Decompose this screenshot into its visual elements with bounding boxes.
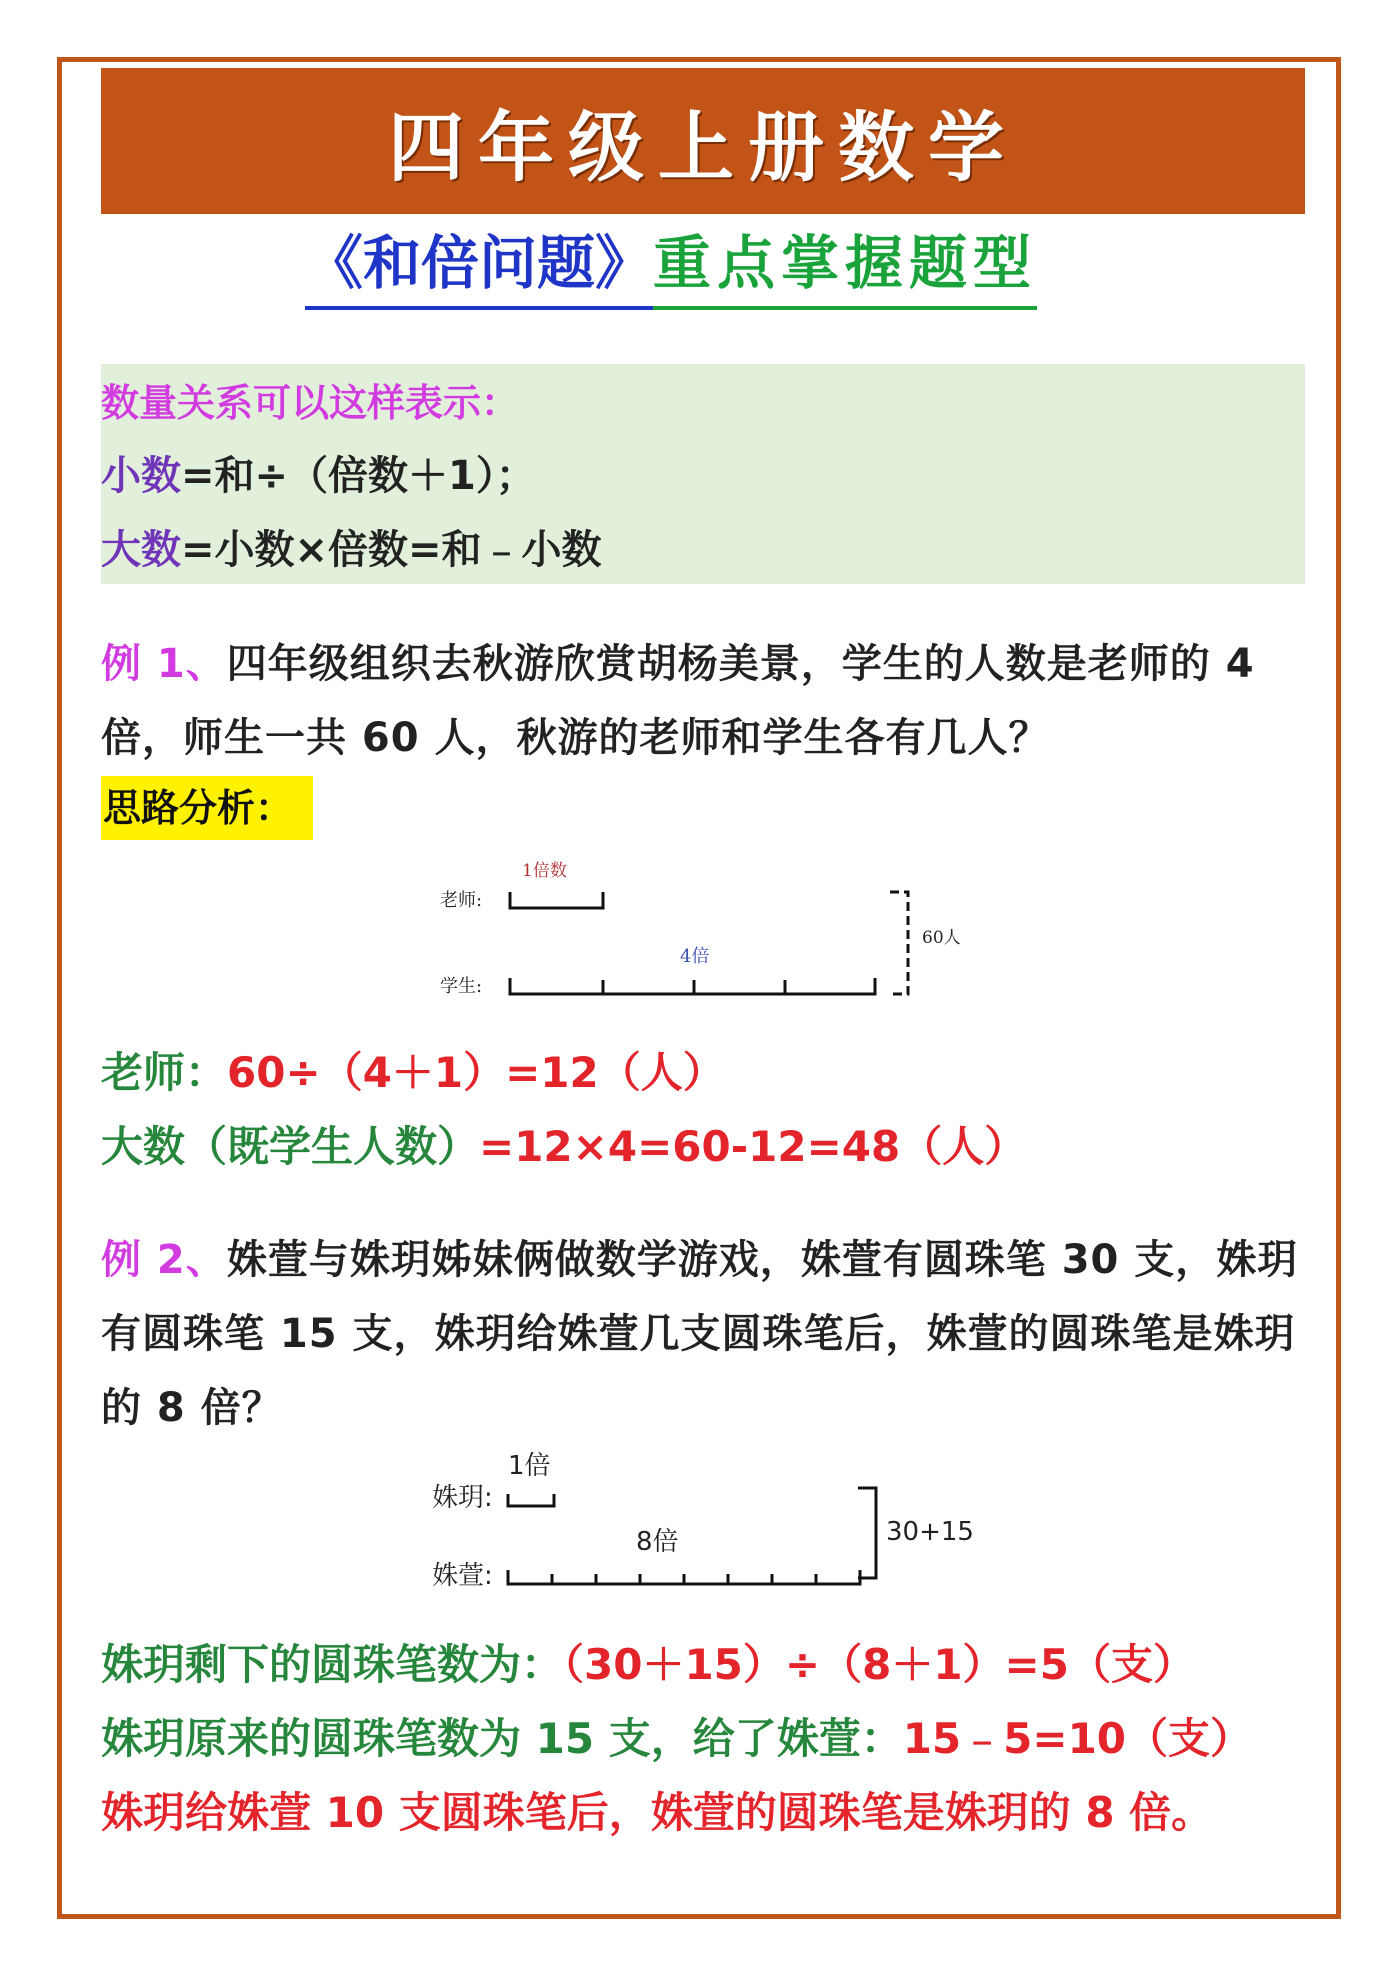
ex1-student-segment xyxy=(510,978,875,994)
example1-answer1 xyxy=(101,1040,725,1100)
formula-big-label: 大数 xyxy=(101,527,181,573)
example2-answer2-value: 15﹣5=10（支） xyxy=(902,1714,1253,1763)
formula-small-label: 小数 xyxy=(101,453,181,499)
example1-diagram xyxy=(420,850,980,1010)
ex2-xuan-label: 姝萱: xyxy=(432,1561,493,1591)
example1-question-line1 xyxy=(101,632,1255,689)
formula-big xyxy=(101,518,602,575)
example2-answer1-value: （30＋15）÷（8＋1）=5（支） xyxy=(563,1640,1195,1689)
example1-label: 例 1、 xyxy=(101,641,227,687)
ex2-unit-label: 1倍 xyxy=(508,1451,551,1481)
example2-diagram xyxy=(420,1440,980,1610)
ex2-times-label: 8倍 xyxy=(636,1527,679,1557)
ex2-total-label: 30+15 xyxy=(886,1517,974,1547)
formula-small-expr: =和÷（倍数＋1）； xyxy=(181,453,536,499)
example1-answer1-value: 60÷（4＋1）=12（人） xyxy=(227,1048,725,1097)
example2-text1: 姝萱与姝玥姊妹俩做数学游戏，姝萱有圆珠笔 30 支，姝玥 xyxy=(226,1237,1299,1283)
example1-answer1-label: 老师： xyxy=(101,1048,228,1097)
formula-small xyxy=(101,444,536,501)
ex1-teacher-segment xyxy=(510,892,603,908)
page-title: 四年级上册数学 xyxy=(388,102,1018,192)
example2-question-line2: 有圆珠笔 15 支，姝玥给姝萱几支圆珠笔后，姝萱的圆珠笔是姝玥 xyxy=(101,1311,1296,1357)
analysis-label: 思路分析： xyxy=(101,776,313,840)
ex2-xuan-segment xyxy=(508,1570,860,1584)
example1-answer2 xyxy=(101,1114,1026,1174)
example2-question-line1 xyxy=(101,1228,1298,1285)
example2-answer1 xyxy=(101,1632,1195,1692)
example1-answer2-label: 大数（既学生人数） xyxy=(101,1122,480,1171)
ex2-yue-segment xyxy=(508,1494,554,1506)
example2-answer2 xyxy=(101,1706,1252,1766)
example2-answer2-label: 姝玥原来的圆珠笔数为 15 支，给了姝萱： xyxy=(101,1714,903,1763)
example1-answer2-value: =12×4=60-12=48（人） xyxy=(479,1122,1027,1171)
example2-question-line3: 的 8 倍？ xyxy=(101,1385,283,1431)
ex1-student-label: 学生: xyxy=(440,976,483,997)
subtitle-topic: 《和倍问题》 xyxy=(305,222,653,310)
ex1-teacher-label: 老师: xyxy=(440,890,483,911)
ex1-total-bracket xyxy=(890,892,908,994)
example1-question-line2: 倍，师生一共 60 人，秋游的老师和学生各有几人？ xyxy=(101,715,1050,761)
formula-heading: 数量关系可以这样表示： xyxy=(101,381,520,425)
subtitle-focus: 重点掌握题型 xyxy=(653,222,1037,310)
title-banner xyxy=(101,68,1305,214)
ex2-total-bracket xyxy=(858,1488,876,1578)
example2-answer1-label: 姝玥剩下的圆珠笔数为： xyxy=(101,1640,564,1689)
subtitle xyxy=(305,228,1037,310)
ex1-unit-label: 1倍数 xyxy=(522,861,567,881)
ex2-yue-label: 姝玥: xyxy=(432,1483,493,1513)
example2-label: 例 2、 xyxy=(101,1237,227,1283)
formula-big-expr: =小数×倍数=和﹣小数 xyxy=(181,527,602,573)
ex1-times-label: 4倍 xyxy=(680,946,710,967)
ex1-total-label: 60人 xyxy=(922,928,961,948)
example2-conclusion: 姝玥给姝萱 10 支圆珠笔后，姝萱的圆珠笔是姝玥的 8 倍。 xyxy=(101,1788,1214,1837)
example1-text1: 四年级组织去秋游欣赏胡杨美景，学生的人数是老师的 4 xyxy=(226,641,1255,687)
